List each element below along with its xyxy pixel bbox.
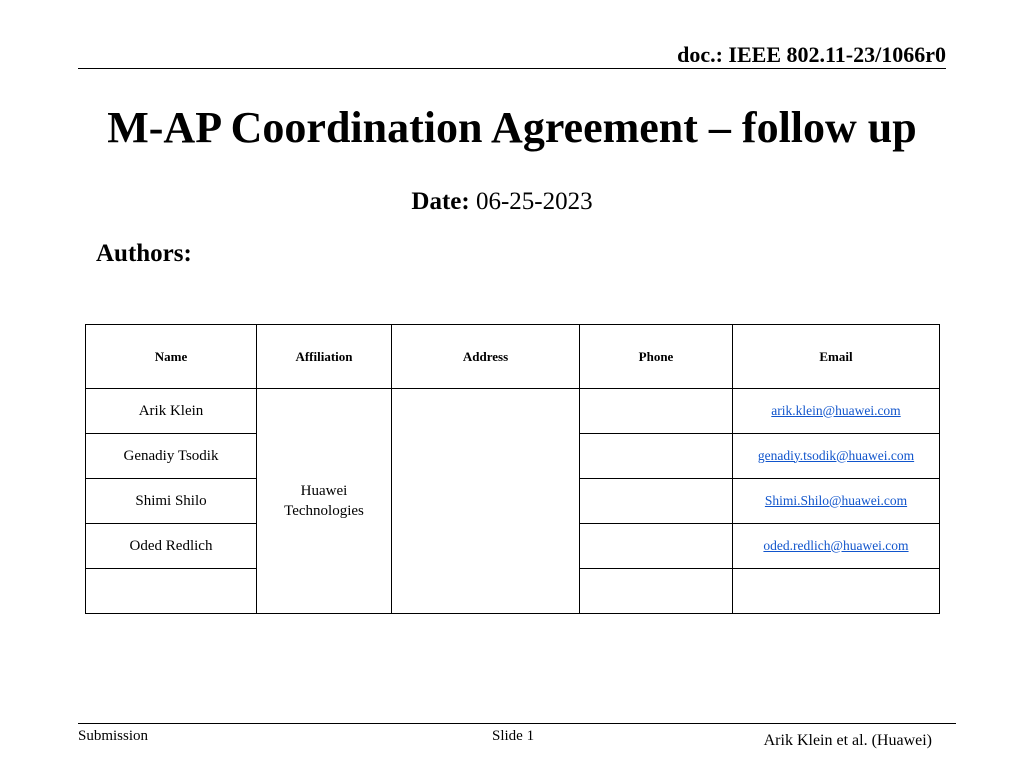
authors-table [85, 324, 940, 614]
email-cell [733, 389, 940, 434]
email-link[interactable]: genadiy.tsodik@huawei.com [757, 447, 915, 463]
affiliation-cell [257, 389, 392, 614]
phone-cell [580, 479, 733, 524]
authors-label: Authors: [96, 240, 192, 267]
affiliation-line: Technologies [284, 503, 364, 519]
email-link[interactable]: oded.redlich@huawei.com [763, 537, 909, 553]
footer-submission: Submission [78, 728, 149, 744]
address-cell [392, 389, 580, 614]
date-value: 06-25-2023 [475, 188, 593, 215]
document-id [677, 42, 946, 68]
affiliation-line: Huawei [300, 483, 348, 499]
author-name: Oded Redlich [86, 524, 257, 569]
author-name: Genadiy Tsodik [86, 434, 257, 479]
header-name: Name [86, 325, 257, 389]
email-link[interactable]: Shimi.Shilo@huawei.com [764, 492, 908, 508]
author-name: Shimi Shilo [86, 479, 257, 524]
date-line [0, 188, 1004, 216]
table-header-row [86, 325, 940, 389]
email-link[interactable]: arik.klein@huawei.com [771, 402, 901, 418]
date-label: Date: [411, 188, 470, 215]
email-cell [733, 569, 940, 614]
slide-title: M-AP Coordination Agreement – follow up [107, 103, 917, 152]
email-cell [733, 524, 940, 569]
email-cell [733, 479, 940, 524]
header-divider [78, 68, 946, 69]
header-affiliation: Affiliation [257, 325, 392, 389]
footer-slide-number: Slide 1 [492, 728, 535, 744]
email-cell [733, 434, 940, 479]
doc-number: IEEE 802.11-23/1066r0 [728, 42, 946, 67]
footer-authors: Arik Klein et al. (Huawei) [763, 732, 932, 749]
footer-divider [78, 723, 956, 724]
phone-cell [580, 389, 733, 434]
header-email: Email [733, 325, 940, 389]
table-row [86, 389, 940, 434]
header-address: Address [392, 325, 580, 389]
header-phone: Phone [580, 325, 733, 389]
phone-cell [580, 434, 733, 479]
author-name: Arik Klein [86, 389, 257, 434]
doc-label: doc.: [677, 42, 723, 67]
author-name [86, 569, 257, 614]
phone-cell [580, 569, 733, 614]
affiliation-text [284, 481, 364, 521]
phone-cell [580, 524, 733, 569]
